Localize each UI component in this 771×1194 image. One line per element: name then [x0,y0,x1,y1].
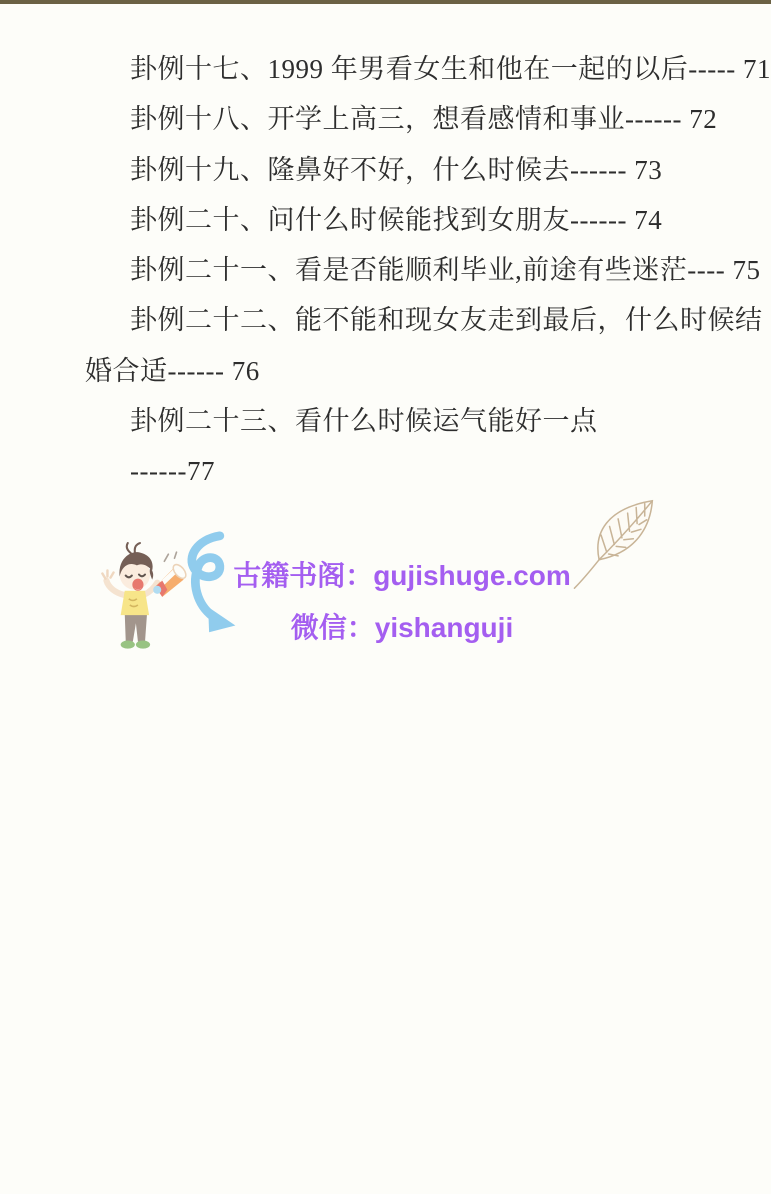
toc-line: 婚合适------ 76 [85,355,260,386]
toc-line: ------77 [130,456,215,487]
toc-line: 卦例十八、开学上高三，想看感情和事业------ 72 [130,104,718,135]
toc-line: 卦例十九、隆鼻好不好，什么时候去------ 73 [130,154,663,185]
watermark-site-text: 古籍书阁：gujishuge.com [233,560,571,591]
watermark-wechat-text: 微信：yishanguji [290,612,514,643]
toc-line: 卦例二十二、能不能和现女友走到最后，什么时候结 [130,305,763,336]
watermark [0,497,771,697]
toc-line: 卦例二十一、看是否能顺利毕业,前途有些迷茫---- 75 [130,255,761,286]
toc [0,4,771,497]
mascot-megaphone-kid-icon [97,540,189,672]
toc-line: 卦例十七、1999 年男看女生和他在一起的以后----- 71 [130,54,771,84]
toc-line: 卦例二十、问什么时候能找到女朋友------ 74 [130,204,663,235]
toc-line: 卦例二十三、看什么时候运气能好一点 [130,406,598,437]
feather-icon [568,497,673,592]
